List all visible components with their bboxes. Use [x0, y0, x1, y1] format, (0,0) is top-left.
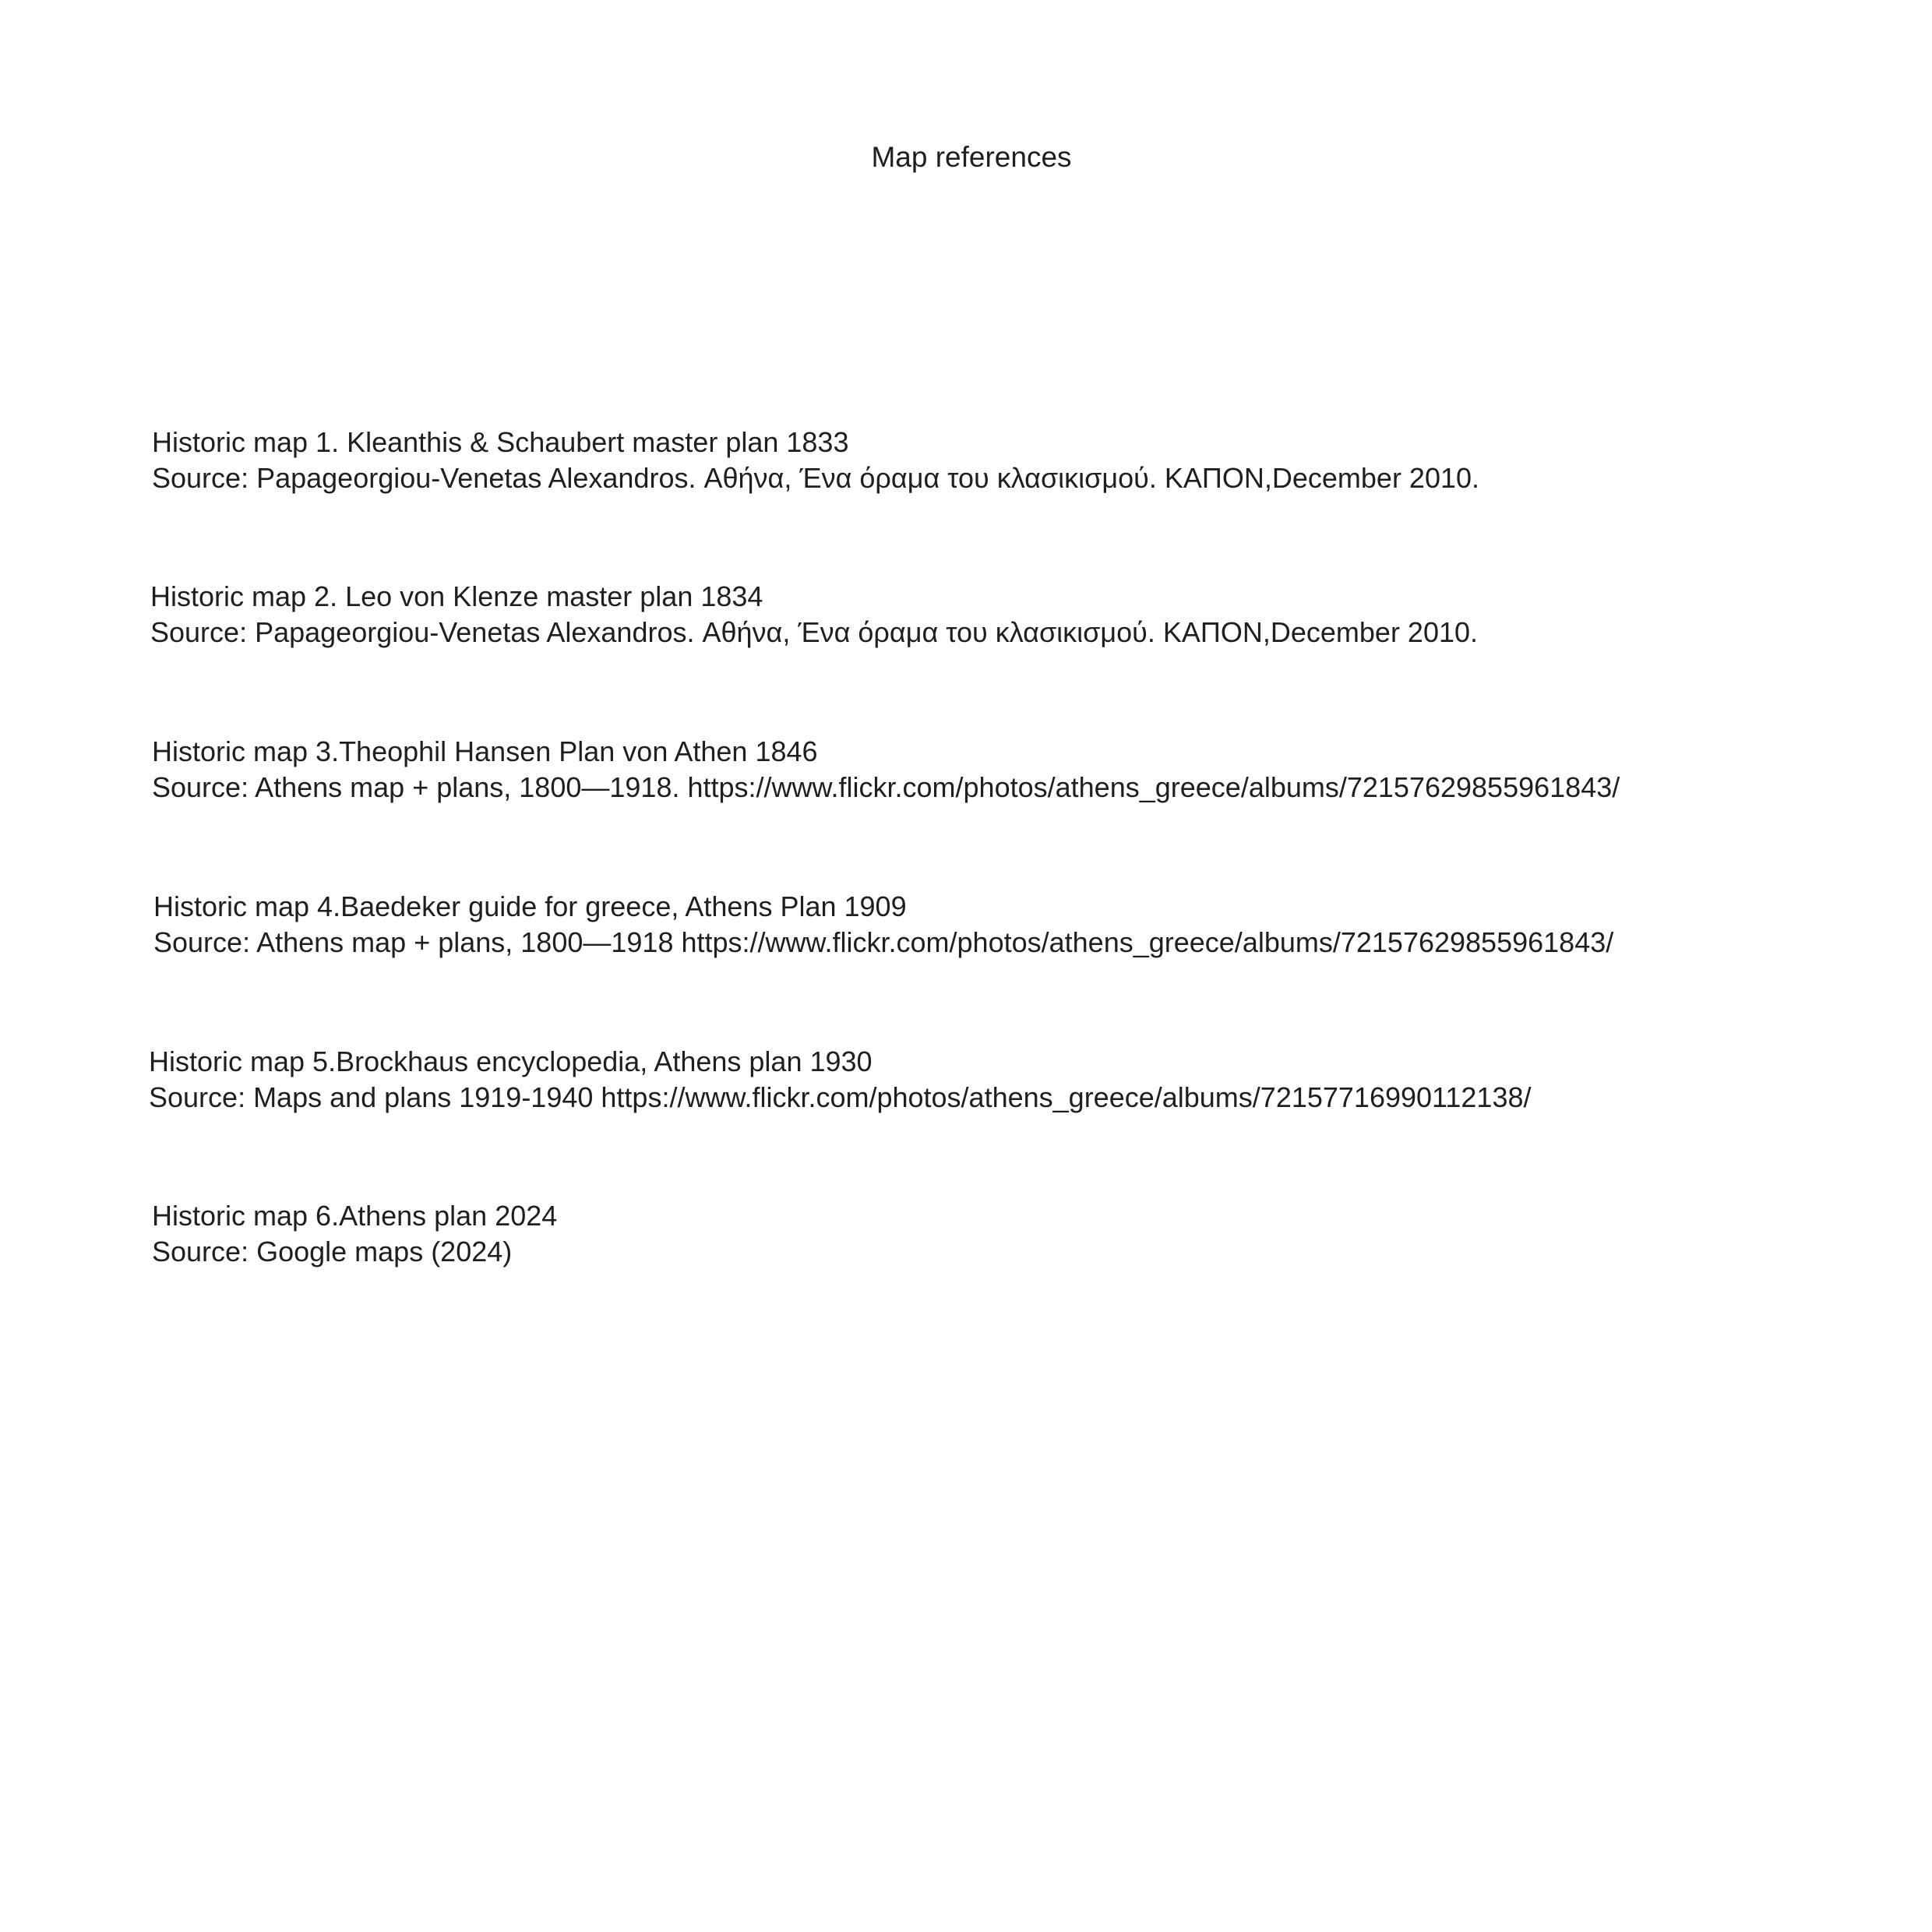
reference-source: Source: Google maps (2024) [152, 1236, 513, 1267]
reference-entry [152, 1198, 557, 1270]
reference-entry [152, 734, 1620, 806]
page-title: Map references [871, 141, 1072, 173]
reference-heading: Historic map 4.Baedeker guide for greece, Athens Plan 1909 [153, 890, 907, 922]
reference-entry [152, 425, 1479, 496]
reference-entry [150, 579, 1478, 650]
reference-source: Source: Maps and plans 1919-1940 https://www.flickr.com/photos/athens_greece/albums/72157716990112138/ [149, 1081, 1532, 1113]
reference-entry [153, 889, 1613, 961]
reference-source: Source: Athens map + plans, 1800—1918. https://www.flickr.com/photos/athens_greece/albums/72157629855961843/ [152, 771, 1620, 803]
reference-heading: Historic map 3.Theophil Hansen Plan von Athen 1846 [152, 735, 818, 767]
reference-source: Source: Papageorgiou-Venetas Alexandros. Αθήνα, Ένα όραμα του κλασικισμού. ΚΑΠΟΝ,December 2010. [150, 616, 1479, 648]
reference-source: Source: Athens map + plans, 1800—1918 https://www.flickr.com/photos/athens_greece/albums/72157629855961843/ [153, 926, 1614, 958]
reference-heading: Historic map 5.Brockhaus encyclopedia, Athens plan 1930 [149, 1045, 873, 1077]
reference-entry [149, 1044, 1532, 1116]
reference-heading: Historic map 2. Leo von Klenze master plan 1834 [150, 580, 763, 612]
reference-heading: Historic map 1. Kleanthis & Schaubert master plan 1833 [152, 426, 849, 458]
reference-heading: Historic map 6.Athens plan 2024 [152, 1200, 558, 1232]
reference-source: Source: Papageorgiou-Venetas Alexandros. Αθήνα, Ένα όραμα του κλασικισμού. ΚΑΠΟΝ,December 2010. [152, 462, 1480, 494]
